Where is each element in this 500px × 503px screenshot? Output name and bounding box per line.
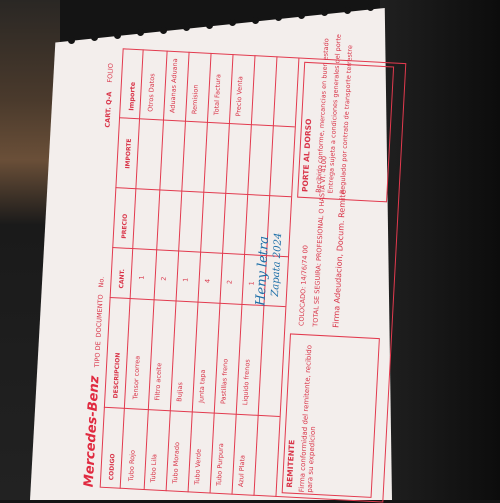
perforation-hole xyxy=(160,27,167,34)
item-code: Tubo Morado xyxy=(170,441,182,484)
header-left-2: DOCUMENTO xyxy=(94,294,105,338)
item-quantity: 2 xyxy=(159,276,168,281)
item-code: Tubo Verde xyxy=(192,448,203,485)
perforation-hole xyxy=(321,9,328,16)
brand-logo-text: Mercedes-Benz xyxy=(81,375,103,488)
item-code: Azul Plata xyxy=(236,454,247,488)
item-quantity: 1 xyxy=(247,281,256,286)
perforation-hole xyxy=(252,17,259,24)
perforation-hole xyxy=(229,19,236,26)
footer-line: COLOCADO: 14/76/74 00 xyxy=(297,244,310,327)
item-description: Filtro aceite xyxy=(153,362,164,401)
perforation-hole xyxy=(275,14,282,21)
rotated-form xyxy=(81,33,407,502)
dorso-line: Recibido conforme, mercancias en buen estado xyxy=(314,38,331,193)
header-left-1: TIPO DE xyxy=(92,341,103,368)
item-description: Junta tapa xyxy=(197,369,207,404)
right-note: Remision xyxy=(190,84,200,115)
perforation-hole xyxy=(298,12,305,19)
perforation-hole xyxy=(91,34,98,41)
perforation-hole xyxy=(183,24,190,31)
perforation-hole xyxy=(367,4,374,11)
column-header-description: DESCRIPCION xyxy=(112,352,122,399)
item-code: Tubo Purpura xyxy=(214,442,226,487)
column-header-amount: IMPORTE xyxy=(124,138,133,169)
perforation-hole xyxy=(114,32,121,39)
remitente-text: Firma conformidad del remitente, recibido para su expedicion xyxy=(297,344,318,493)
item-quantity: 1 xyxy=(181,277,190,283)
right-note: Otros Datos xyxy=(146,73,157,113)
handwritten-note: Zapata 2024 xyxy=(269,232,285,297)
item-description: Pastillas freno xyxy=(219,358,230,405)
perforation-hole xyxy=(68,37,75,44)
right-column-header: Importe xyxy=(127,81,137,112)
right-note: Aduanas Aduana xyxy=(168,58,180,114)
column-header-price: PRECIO xyxy=(120,213,130,239)
footer-line: TOTAL SE SEGUIRA: PROFESIONAL O HASTA VI. 4100 xyxy=(311,155,329,327)
dorso-line: Entrega sujeta a condiciones generales del porte xyxy=(326,33,343,194)
dorso-line: Regulado por contrato de transporte terrestre xyxy=(338,44,355,195)
item-quantity: 4 xyxy=(203,278,212,284)
handwritten-signature: Heny letra xyxy=(253,235,273,307)
header-left-3: No. xyxy=(97,276,106,288)
item-code: Tubo Lila xyxy=(149,453,159,483)
item-code: Tubo Rojo xyxy=(127,449,137,482)
item-quantity: 1 xyxy=(137,275,146,280)
remitente-label: REMITENTE xyxy=(284,439,297,488)
column-header-code: CODIGO xyxy=(108,453,117,481)
item-description: Bujias xyxy=(175,381,185,402)
header-right-2: FOLIO xyxy=(105,62,115,83)
perforation-hole xyxy=(344,7,351,14)
item-quantity: 2 xyxy=(225,279,234,285)
right-note: Precio Venta xyxy=(234,75,245,117)
item-description: Tensor correa xyxy=(131,355,142,400)
item-description: Liquido frenos xyxy=(241,359,252,406)
header-right-1: CART. Q-A xyxy=(103,91,114,128)
right-note: Total Factura xyxy=(212,73,223,116)
dorso-label: PORTE AL DORSO xyxy=(300,118,314,193)
perforation-hole xyxy=(206,22,213,29)
column-header-qty: CANT. xyxy=(118,268,127,289)
footer-line: Firma Adeudacion, Docum. Remite xyxy=(331,189,348,329)
perforation-hole xyxy=(137,29,144,36)
